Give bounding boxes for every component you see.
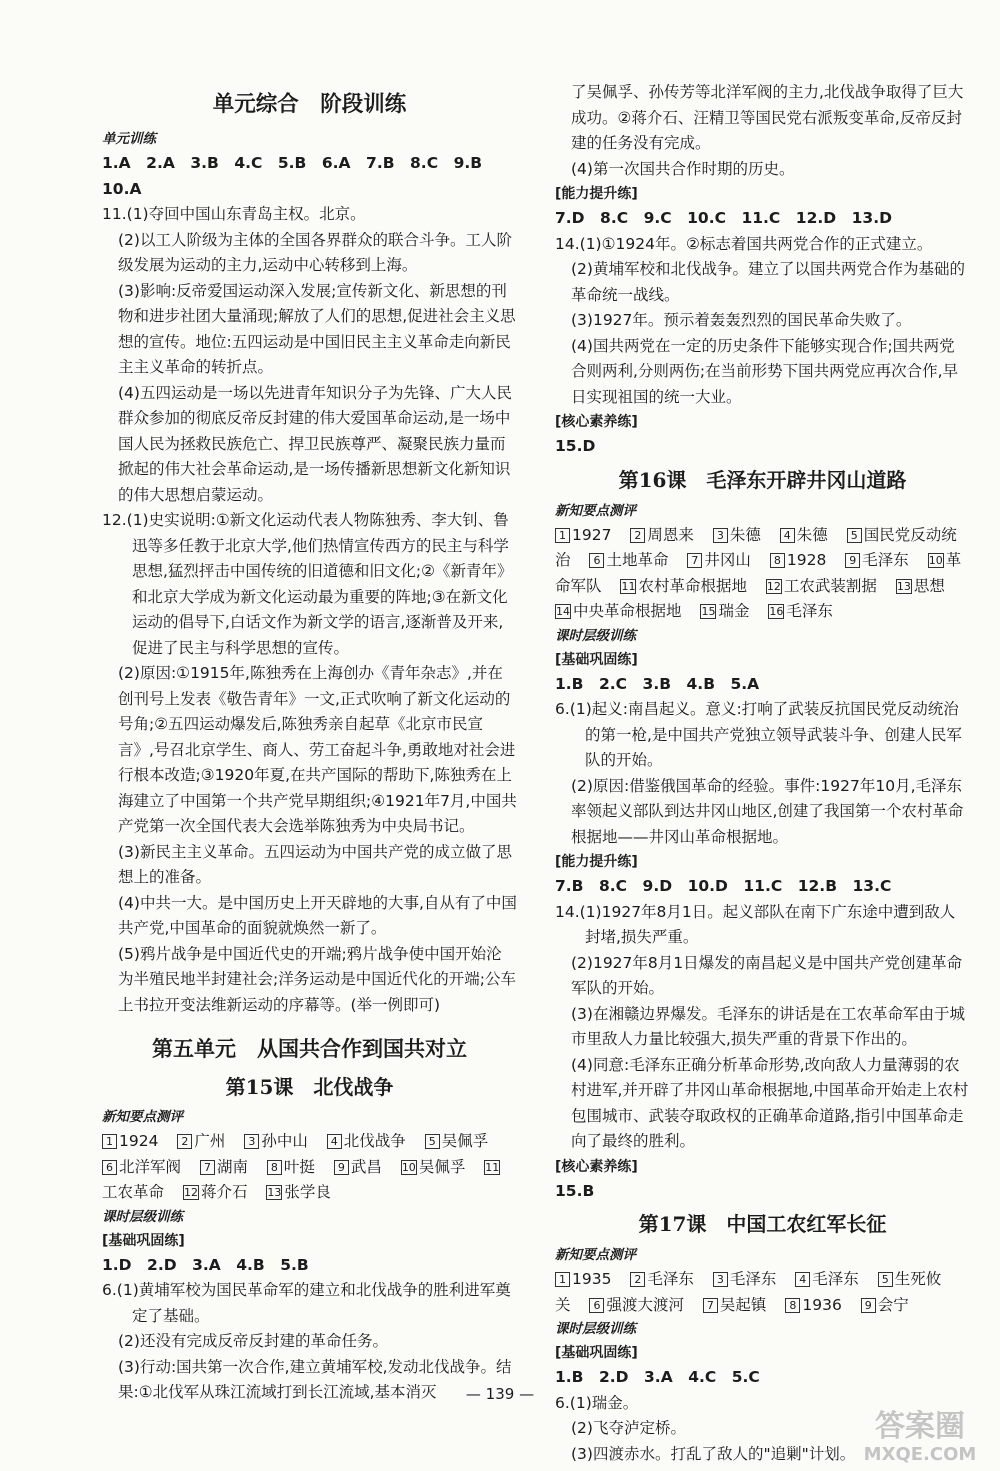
blank-number: 7 (687, 553, 702, 568)
blank-number: 7 (703, 1298, 718, 1313)
blank-text: 北伐战争 (343, 1132, 406, 1150)
blank-answer (630, 1270, 694, 1288)
blank-text: 1928 (786, 551, 827, 569)
l15-q14-part3: (3)1927年。预示着轰轰烈烈的国民革命失败了。 (571, 311, 912, 329)
l16-answers-q1-5: 1.B 2.C 3.B 4.B 5.A (555, 674, 760, 693)
blank-number: 12 (183, 1186, 198, 1199)
new-knowledge-label: 新知要点测评 (555, 1247, 636, 1263)
blank-answer (785, 1296, 841, 1314)
lesson17-title: 第17课 中国工农红军长征 (638, 1212, 887, 1236)
l16-q6-part2: (2)原因:借鉴俄国革命的经验。事件:1927年10月,毛泽东率领起义部队到达井冈山地区,创建了我国第一个农村革命根据地——井冈山革命根据地。 (571, 776, 964, 846)
blank-answer (770, 551, 826, 569)
l15-q6-part4: (4)第一次国共合作时期的历史。 (571, 159, 795, 178)
blank-number: 1 (102, 1134, 117, 1149)
blank-number: 9 (861, 1298, 876, 1313)
blank-answer (713, 1270, 777, 1288)
basic-practice-label: [基础巩固练] (555, 651, 638, 668)
blank-text: 会宁 (877, 1295, 909, 1314)
blank-text: 1935 (572, 1270, 612, 1288)
l15-answer-q15: 15.D (555, 437, 596, 455)
l16-q6-part1: 6.(1)起义:南昌起义。意义:打响了武装反抗国民党反动统治的第一枪,是中国共产党独立领导武装斗争、创建人民军队的开始。 (555, 700, 962, 769)
l16-answer-q15: 15.B (555, 1181, 595, 1200)
l15-q14-part1: 14.(1)①1924年。②标志着国共两党合作的正式建立。 (555, 234, 933, 253)
blank-number: 4 (327, 1134, 342, 1149)
blank-answer (780, 526, 828, 544)
blank-text: 北洋军阀 (119, 1157, 182, 1176)
blank-text: 国民党反动统治 (555, 525, 957, 569)
q11-part4: (4)五四运动是一场以先进青年知识分子为先锋、广大人民群众参加的彻底反帝反封建的伟大爱国革命运动,是一场中国人民为拯救民族危亡、捍卫民族尊严、凝聚民族力量而掀起的伟大社会革命运动,是一场传播新思想新文化新知识的伟大思想启蒙运动。 (118, 383, 512, 504)
blank-number: 13 (267, 1186, 282, 1199)
blank-text: 湖南 (216, 1157, 248, 1176)
blank-text: 中央革命根据地 (573, 602, 682, 620)
l17-q6-part1: 6.(1)瑞金。 (555, 1393, 639, 1412)
blank-answer (766, 577, 877, 595)
blank-text: 吴佩孚 (418, 1157, 466, 1176)
blank-number: 8 (267, 1160, 282, 1175)
blank-number: 12 (766, 579, 781, 593)
blank-number: 6 (589, 1298, 604, 1313)
blank-text: 毛泽东 (812, 1270, 859, 1288)
blank-answer (327, 1132, 406, 1150)
unit-training-label: 单元训练 (102, 131, 156, 147)
q12-part2: (2)原因:①1915年,陈独秀在上海创办《青年杂志》,并在创刊号上发表《敬告青年》一文,正式吹响了新文化运动的号角;②五四运动爆发后,陈独秀亲自起草《北京市民宣言》,号召北京学生、商人、劳工奋起斗争,勇敢地对社会进行根本改造;③1920年夏,在共产国际的帮助下,陈独秀在上海建立了中国第一个共产党早期组织;④1921年7月,中国共产党第一次全国代表大会选举陈独秀为中央局书记。 (118, 664, 517, 835)
blank-answer (267, 1158, 315, 1176)
lesson17-fill-blanks (555, 1267, 970, 1318)
blank-answer (700, 602, 749, 620)
blank-answer (401, 1158, 466, 1176)
blank-text: 吴起镇 (719, 1295, 767, 1314)
class-training-label: 课时层级训练 (555, 1321, 636, 1337)
blank-text: 蒋介石 (200, 1183, 248, 1201)
blank-text: 朱德 (729, 525, 761, 544)
blank-text: 革命军队 (555, 551, 962, 595)
blank-answer (589, 551, 668, 569)
q11-part1: 11.(1)夺回中国山东青岛主权。北京。 (102, 205, 366, 223)
blank-number: 8 (770, 553, 785, 568)
blank-text: 张学良 (284, 1183, 331, 1201)
blank-text: 吴佩孚 (441, 1132, 489, 1150)
blank-answer (713, 526, 761, 544)
blank-number: 1 (555, 528, 570, 543)
new-knowledge-label: 新知要点测评 (102, 1109, 183, 1125)
blank-answer (630, 526, 694, 544)
blank-number: 5 (425, 1134, 440, 1149)
blank-text: 井冈山 (704, 551, 751, 569)
blank-text: 思想 (913, 576, 945, 595)
class-training-label: 课时层级训练 (555, 627, 636, 644)
blank-text: 周恩来 (647, 525, 694, 544)
blank-answer (620, 577, 747, 595)
blank-answer (687, 551, 751, 569)
blank-number: 10 (928, 554, 943, 567)
blank-answer (266, 1183, 331, 1201)
blank-number: 1 (555, 1272, 570, 1287)
blank-text: 强渡大渡河 (606, 1295, 684, 1314)
blank-number: 2 (630, 528, 645, 543)
watermark (845, 1410, 995, 1466)
l17-q6-part3: (3)四渡赤水。打乱了敌人的"追剿"计划。 (571, 1444, 856, 1463)
blank-number: 5 (878, 1272, 893, 1287)
page-number: — 139 — (465, 1385, 535, 1403)
ability-practice-label: [能力提升练] (555, 186, 638, 202)
lesson16-title: 第16课 毛泽东开辟井冈山道路 (618, 467, 907, 492)
blank-number: 7 (200, 1160, 215, 1175)
l15-q6-part1: 6.(1)黄埔军校为国民革命军的建立和北伐战争的胜利进军奠定了基础。 (102, 1281, 511, 1325)
blank-answer (177, 1132, 225, 1150)
blank-text: 工农武装割据 (783, 576, 877, 595)
blank-text: 朱德 (796, 525, 828, 544)
blank-text: 1936 (802, 1295, 842, 1314)
blank-answer (425, 1132, 489, 1150)
new-knowledge-label: 新知要点测评 (555, 502, 636, 519)
blank-text: 土地革命 (606, 551, 669, 569)
l16-answers-q7-13: 7.B 8.C 9.D 10.D 11.C 12.B 13.C (555, 877, 892, 895)
blank-number: 4 (780, 528, 795, 543)
l16-q14-part2: (2)1927年8月1日爆发的南昌起义是中国共产党创建革命军队的开始。 (571, 953, 963, 997)
l17-answers-q1-5: 1.B 2.D 3.A 4.C 5.C (555, 1368, 760, 1386)
blank-number: 10 (401, 1160, 416, 1174)
q11-part3: (3)影响:反帝爱国运动深入发展;宣传新文化、新思想的刊物和进步社团大量涌现;解放了人们的思想,促进社会主义思想的宣传。地位:五四运动是中国旧民主主义革命走向新民主主义革命的转折点。 (118, 281, 516, 376)
blank-text: 1927 (572, 525, 612, 544)
watermark-site: MXQE.COM (863, 1444, 977, 1465)
basic-practice-label: [基础巩固练] (102, 1232, 185, 1249)
blank-answer (183, 1183, 248, 1201)
blank-number: 6 (589, 553, 604, 568)
q11-part2: (2)以工人阶级为主体的全国各界群众的联合斗争。工人阶级发展为运动的主力,运动中心转移到上海。 (118, 230, 512, 274)
blank-number: 9 (845, 553, 860, 568)
blank-number: 3 (713, 1272, 728, 1287)
blank-answer (334, 1158, 382, 1176)
lesson15-title: 第15课 北伐战争 (225, 1075, 394, 1099)
blank-text: 农村革命根据地 (638, 576, 747, 595)
l15-answers-q1-5: 1.D 2.D 3.A 4.B 5.B (102, 1255, 309, 1274)
blank-number: 11 (621, 579, 636, 593)
blank-number: 3 (244, 1134, 259, 1149)
blank-number: 2 (177, 1134, 192, 1149)
l16-q14-part3: (3)在湘赣边界爆发。毛泽东的讲话是在工农革命军由于城市里敌人力量比较强大,损失严重的背景下作出的。 (571, 1004, 965, 1048)
left-column (102, 0, 517, 1406)
l15-q14-part4: (4)国共两党在一定的历史条件下能够实现合作;国共两党合则两利,分则两伤;在当前形势下国共两党应再次合作,早日实现祖国的统一大业。 (571, 336, 959, 406)
blank-number: 4 (795, 1272, 810, 1287)
blank-text: 毛泽东 (786, 602, 833, 620)
blank-text: 叶挺 (283, 1157, 315, 1176)
l16-q14-part4: (4)同意:毛泽东正确分析革命形势,改向敌人力量薄弱的农村进军,并开辟了井冈山革命根据地,中国革命开始走上农村包围城市、武装夺取政权的正确革命道路,指引中国革命走向了最终的胜利。 (571, 1055, 969, 1150)
blank-number: 15 (701, 605, 716, 618)
blank-number: 3 (713, 528, 728, 543)
l15-q6-part2: (2)还没有完成反帝反封建的革命任务。 (118, 1332, 388, 1350)
basic-practice-label: [基础巩固练] (555, 1345, 638, 1361)
l15-q14-part2: (2)黄埔军校和北伐战争。建立了以国共两党合作为基础的革命统一战线。 (571, 260, 965, 304)
lesson16-fill-blanks (555, 523, 970, 625)
blank-text: 毛泽东 (647, 1270, 694, 1288)
blank-answer (555, 1270, 611, 1288)
blank-number: 13 (896, 579, 911, 593)
blank-text: 工农革命 (102, 1183, 165, 1201)
blank-text: 广州 (194, 1132, 226, 1150)
blank-number: 6 (102, 1160, 117, 1175)
blank-text: 1924 (119, 1132, 159, 1150)
blank-text: 武昌 (350, 1157, 382, 1176)
l15-answers-q7-13: 7.D 8.C 9.C 10.C 11.C 12.D 13.D (555, 209, 892, 227)
blank-number: 8 (785, 1298, 800, 1313)
blank-number: 5 (847, 528, 862, 543)
l15-q6-part3: (3)行动:国共第一次合作,建立黄埔军校,发动北伐战争。结果:①北伐军从珠江流域打到长江流域,基本消灭 (118, 1357, 512, 1401)
watermark-logo: 答案圈 (875, 1409, 965, 1444)
blank-answer (244, 1132, 308, 1150)
l17-q6-part2: (2)飞夺泸定桥。 (571, 1419, 686, 1437)
blank-text: 毛泽东 (729, 1270, 777, 1288)
q12-part4: (4)中共一大。是中国历史上开天辟地的大事,自从有了中国共产党,中国革命的面貌就焕然一新了。 (118, 893, 517, 937)
blank-answer (896, 577, 945, 595)
class-training-label: 课时层级训练 (102, 1208, 183, 1225)
blank-answer (102, 1158, 181, 1176)
blank-text: 生死攸关 (555, 1270, 942, 1314)
q12-part3: (3)新民主主义革命。五四运动为中国共产党的成立做了思想上的准备。 (118, 842, 512, 886)
blank-number: 16 (769, 605, 784, 618)
blank-answer (555, 602, 682, 620)
l15-q6-continued: 了吴佩孚、孙传芳等北洋军阀的主力,北伐战争取得了巨大成功。②蒋介石、汪精卫等国民党右派叛变革命,反帝反封建的任务没有完成。 (571, 83, 964, 152)
q12-part5: (5)鸦片战争是中国近代史的开端;鸦片战争使中国开始沦为半殖民地半封建社会;洋务运动是中国近代化的开端;公车上书拉开变法维新运动的序幕等。(举一例即可) (118, 944, 516, 1014)
unit5-title: 第五单元 从国共合作到国共对立 (152, 1036, 467, 1061)
blank-answer (703, 1296, 767, 1314)
lesson15-fill-blanks (102, 1129, 517, 1206)
blank-answer (102, 1132, 158, 1150)
core-literacy-label: [核心素养练] (555, 1158, 638, 1175)
right-column (555, 0, 970, 1467)
ability-practice-label: [能力提升练] (555, 854, 638, 870)
l16-q14-part1: 14.(1)1927年8月1日。起义部队在南下广东途中遭到敌人封堵,损失严重。 (555, 902, 956, 946)
core-literacy-label: [核心素养练] (555, 414, 638, 430)
blank-answer (200, 1158, 248, 1176)
unit-review-title: 单元综合 阶段训练 (212, 92, 407, 117)
blank-answer (845, 551, 909, 569)
blank-number: 14 (556, 605, 570, 618)
blank-answer (589, 1296, 684, 1314)
answers-q1-9: 1.A 2.A 3.B 4.C 5.B 6.A 7.B 8.C 9.B (102, 154, 483, 172)
blank-number: 2 (630, 1272, 645, 1287)
blank-answer (555, 526, 611, 544)
blank-answer (795, 1270, 859, 1288)
blank-text: 毛泽东 (862, 551, 909, 569)
q12-part1: 12.(1)史实说明:①新文化运动代表人物陈独秀、李大钊、鲁迅等多任教于北京大学,他们热情宣传西方的民主与科学思想,猛烈抨击中国传统的旧道德和旧文化;②《新青年》和北京大学成为新文化运动最为重要的阵地;③在新文化运动的倡导下,白话文作为新文学的语言,逐渐普及开来,促进了民主与科学思想的宣传。 (102, 511, 513, 657)
blank-answer (768, 602, 833, 620)
answer-q10: 10.A (102, 179, 142, 198)
blank-text: 孙中山 (261, 1132, 308, 1150)
blank-text: 瑞金 (718, 602, 750, 620)
blank-answer (861, 1296, 909, 1314)
blank-number: 11 (485, 1160, 500, 1174)
blank-number: 9 (334, 1160, 349, 1175)
